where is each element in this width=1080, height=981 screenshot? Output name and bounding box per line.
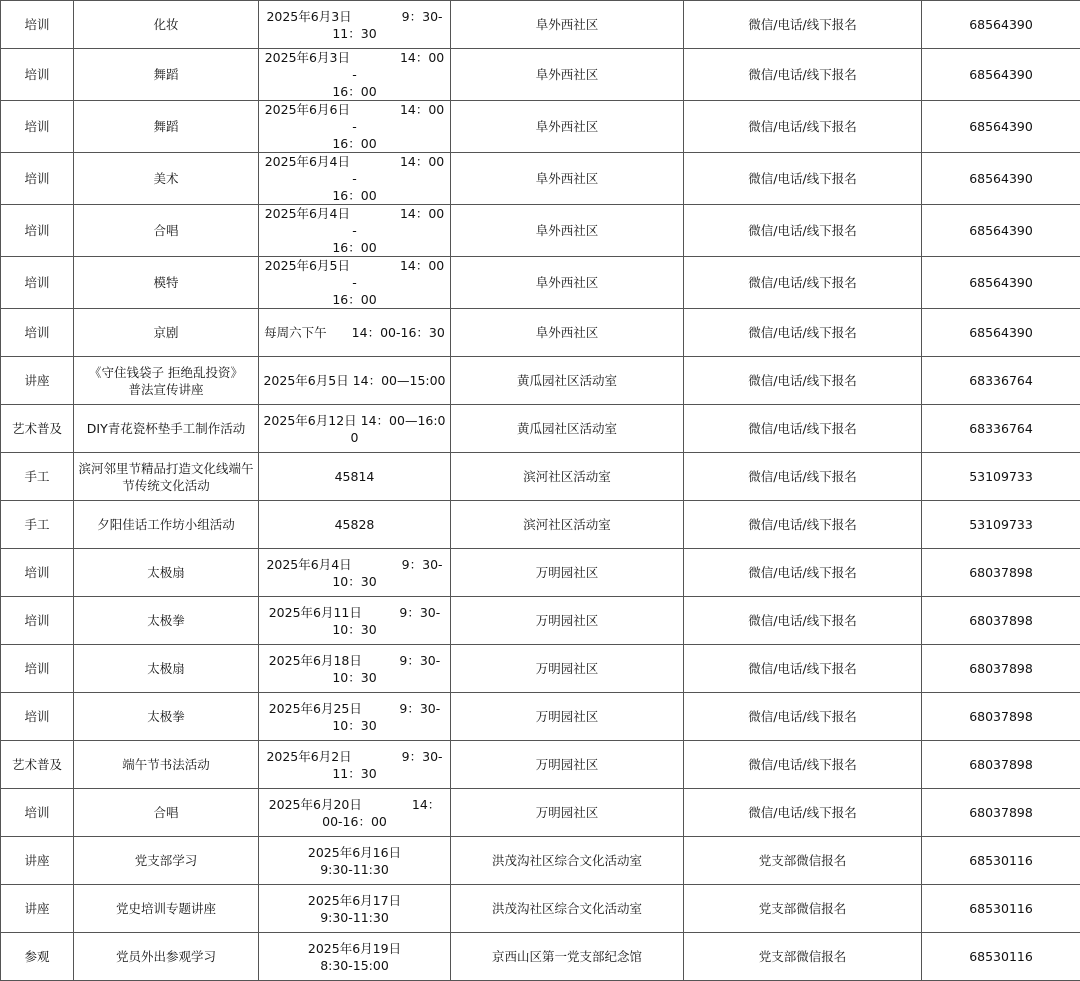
activity-name-cell: 党史培训专题讲座 [74,885,259,933]
phone-cell: 68564390 [922,1,1080,49]
table-row [1,153,1080,205]
phone-cell: 68564390 [922,49,1080,101]
activity-type-cell: 培训 [1,549,74,597]
activity-name-cell: 太极拳 [74,693,259,741]
activity-place-cell: 阜外西社区 [451,49,684,101]
signup-method-cell: 微信/电话/线下报名 [684,357,922,405]
phone-cell: 68336764 [922,357,1080,405]
phone-cell: 68037898 [922,549,1080,597]
activity-place-cell: 阜外西社区 [451,205,684,257]
phone-cell: 68037898 [922,597,1080,645]
activity-place-cell: 黄瓜园社区活动室 [451,405,684,453]
signup-method-cell: 微信/电话/线下报名 [684,693,922,741]
activity-place-cell: 阜外西社区 [451,257,684,309]
activity-name-cell: 合唱 [74,789,259,837]
activity-name-cell: 美术 [74,153,259,205]
activity-time-cell: 2025年6月17日 9:30-11:30 [259,885,451,933]
table-row [1,309,1080,357]
phone-cell: 68037898 [922,693,1080,741]
activity-type-cell: 培训 [1,693,74,741]
activity-time-cell: 2025年6月4日 14：00- 16：00 [259,205,451,257]
activity-place-cell: 滨河社区活动室 [451,501,684,549]
activity-type-cell: 艺术普及 [1,741,74,789]
activity-time-cell: 2025年6月18日 9：30- 10：30 [259,645,451,693]
activity-time-cell: 2025年6月5日 14：00- 16：00 [259,257,451,309]
table-row [1,453,1080,501]
activity-table-body [1,1,1080,981]
activity-time-cell: 2025年6月3日 14：00- 16：00 [259,49,451,101]
phone-cell: 68564390 [922,101,1080,153]
activity-name-cell: 太极扇 [74,645,259,693]
table-row [1,933,1080,981]
activity-place-cell: 万明园社区 [451,645,684,693]
table-row [1,549,1080,597]
activity-place-cell: 洪茂沟社区综合文化活动室 [451,885,684,933]
table-row [1,741,1080,789]
signup-method-cell: 微信/电话/线下报名 [684,257,922,309]
activity-place-cell: 万明园社区 [451,693,684,741]
table-row [1,1,1080,49]
activity-place-cell: 黄瓜园社区活动室 [451,357,684,405]
phone-cell: 68037898 [922,645,1080,693]
activity-type-cell: 讲座 [1,885,74,933]
activity-name-cell: 太极拳 [74,597,259,645]
phone-cell: 68564390 [922,205,1080,257]
activity-time-cell: 2025年6月25日 9：30- 10：30 [259,693,451,741]
table-row [1,205,1080,257]
activity-place-cell: 万明园社区 [451,549,684,597]
table-row [1,645,1080,693]
activity-type-cell: 讲座 [1,837,74,885]
table-row [1,597,1080,645]
activity-type-cell: 培训 [1,789,74,837]
activity-type-cell: 培训 [1,309,74,357]
signup-method-cell: 微信/电话/线下报名 [684,101,922,153]
phone-cell: 53109733 [922,501,1080,549]
activity-place-cell: 洪茂沟社区综合文化活动室 [451,837,684,885]
phone-cell: 68530116 [922,933,1080,981]
signup-method-cell: 微信/电话/线下报名 [684,789,922,837]
activity-time-cell: 2025年6月12日 14：00—16:00 [259,405,451,453]
activity-type-cell: 培训 [1,1,74,49]
activity-name-cell: 夕阳佳话工作坊小组活动 [74,501,259,549]
signup-method-cell: 微信/电话/线下报名 [684,645,922,693]
activity-name-cell: 舞蹈 [74,49,259,101]
activity-time-cell: 2025年6月4日 14：00- 16：00 [259,153,451,205]
activity-time-cell: 2025年6月3日 9：30- 11：30 [259,1,451,49]
activity-time-cell: 2025年6月4日 9：30- 10：30 [259,549,451,597]
activity-time-cell: 2025年6月11日 9：30- 10：30 [259,597,451,645]
table-row [1,501,1080,549]
activity-time-cell: 2025年6月2日 9：30- 11：30 [259,741,451,789]
phone-cell: 68564390 [922,257,1080,309]
table-row [1,357,1080,405]
activity-time-cell: 45828 [259,501,451,549]
activity-time-cell: 45814 [259,453,451,501]
signup-method-cell: 党支部微信报名 [684,885,922,933]
table-row [1,101,1080,153]
signup-method-cell: 微信/电话/线下报名 [684,205,922,257]
activity-name-cell: 滨河邻里节精品打造文化线端午 节传统文化活动 [74,453,259,501]
table-row [1,789,1080,837]
activity-time-cell: 2025年6月16日 9:30-11:30 [259,837,451,885]
activity-type-cell: 手工 [1,453,74,501]
phone-cell: 53109733 [922,453,1080,501]
signup-method-cell: 微信/电话/线下报名 [684,405,922,453]
phone-cell: 68336764 [922,405,1080,453]
activity-type-cell: 手工 [1,501,74,549]
activity-place-cell: 万明园社区 [451,789,684,837]
phone-cell: 68564390 [922,309,1080,357]
activity-type-cell: 培训 [1,257,74,309]
activity-type-cell: 培训 [1,153,74,205]
phone-cell: 68564390 [922,153,1080,205]
activity-name-cell: 合唱 [74,205,259,257]
activity-place-cell: 滨河社区活动室 [451,453,684,501]
activity-type-cell: 讲座 [1,357,74,405]
activity-name-cell: 京剧 [74,309,259,357]
table-row [1,405,1080,453]
activity-name-cell: DIY青花瓷杯垫手工制作活动 [74,405,259,453]
signup-method-cell: 党支部微信报名 [684,933,922,981]
phone-cell: 68530116 [922,837,1080,885]
activity-place-cell: 阜外西社区 [451,153,684,205]
activity-place-cell: 阜外西社区 [451,101,684,153]
signup-method-cell: 微信/电话/线下报名 [684,49,922,101]
signup-method-cell: 微信/电话/线下报名 [684,549,922,597]
activity-name-cell: 《守住钱袋子 拒绝乱投资》 普法宣传讲座 [74,357,259,405]
activity-type-cell: 参观 [1,933,74,981]
activity-time-cell: 2025年6月20日 14： 00-16：00 [259,789,451,837]
phone-cell: 68037898 [922,789,1080,837]
table-row [1,257,1080,309]
activity-name-cell: 端午节书法活动 [74,741,259,789]
table-row [1,885,1080,933]
activity-time-cell: 2025年6月6日 14：00- 16：00 [259,101,451,153]
activity-type-cell: 艺术普及 [1,405,74,453]
signup-method-cell: 微信/电话/线下报名 [684,741,922,789]
phone-cell: 68037898 [922,741,1080,789]
activity-name-cell: 党员外出参观学习 [74,933,259,981]
activity-time-cell: 2025年6月5日 14：00—15:00 [259,357,451,405]
signup-method-cell: 微信/电话/线下报名 [684,153,922,205]
activity-type-cell: 培训 [1,597,74,645]
signup-method-cell: 微信/电话/线下报名 [684,501,922,549]
table-row [1,693,1080,741]
activity-place-cell: 阜外西社区 [451,1,684,49]
activity-place-cell: 京西山区第一党支部纪念馆 [451,933,684,981]
activity-name-cell: 舞蹈 [74,101,259,153]
table-row [1,837,1080,885]
activity-name-cell: 党支部学习 [74,837,259,885]
signup-method-cell: 微信/电话/线下报名 [684,309,922,357]
activity-name-cell: 太极扇 [74,549,259,597]
phone-cell: 68530116 [922,885,1080,933]
activity-name-cell: 化妆 [74,1,259,49]
activity-time-cell: 2025年6月19日 8:30-15:00 [259,933,451,981]
activity-time-cell: 每周六下午 14：00-16：30 [259,309,451,357]
activity-place-cell: 万明园社区 [451,741,684,789]
signup-method-cell: 微信/电话/线下报名 [684,1,922,49]
table-row [1,49,1080,101]
activity-name-cell: 模特 [74,257,259,309]
activity-type-cell: 培训 [1,645,74,693]
activity-place-cell: 阜外西社区 [451,309,684,357]
activity-place-cell: 万明园社区 [451,597,684,645]
signup-method-cell: 微信/电话/线下报名 [684,453,922,501]
activity-type-cell: 培训 [1,205,74,257]
activity-type-cell: 培训 [1,49,74,101]
activity-type-cell: 培训 [1,101,74,153]
signup-method-cell: 党支部微信报名 [684,837,922,885]
signup-method-cell: 微信/电话/线下报名 [684,597,922,645]
